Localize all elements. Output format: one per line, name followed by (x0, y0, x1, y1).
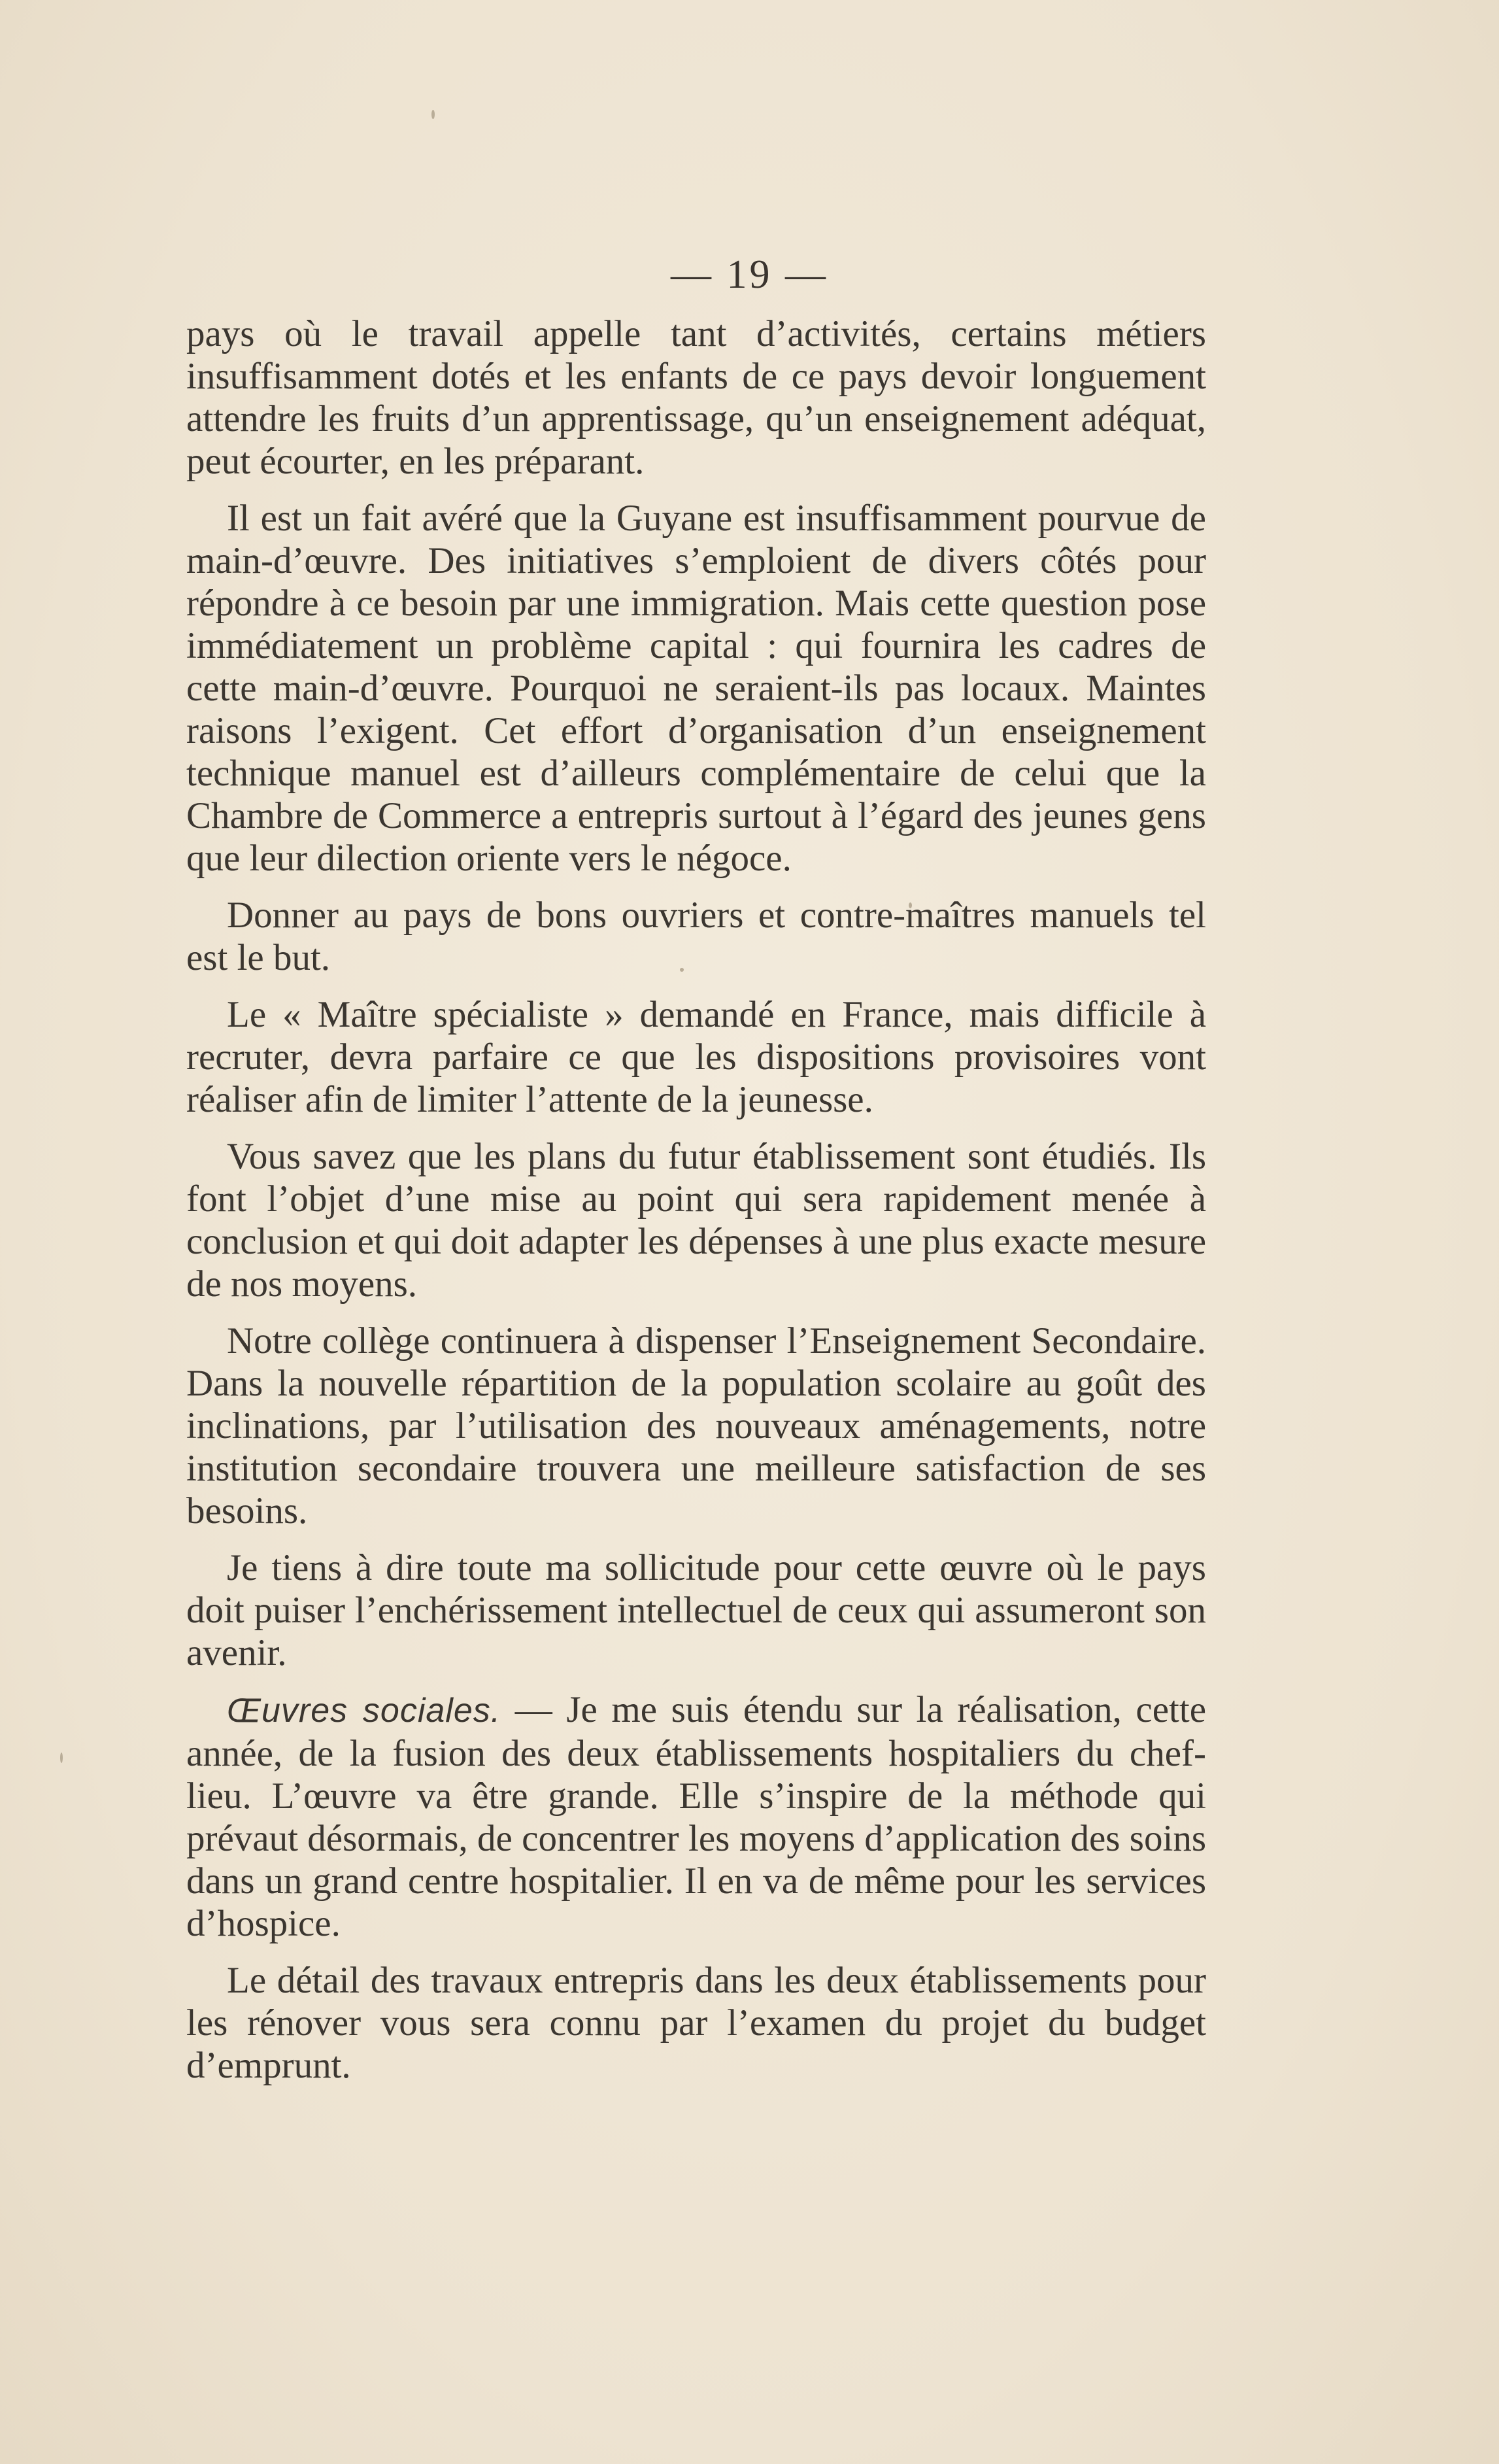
paragraph-plans: Vous savez que les plans du futur établissement sont étudiés. Ils font l’objet d’une mise au point qui sera rapidement menée à conclusion et qui doit adapter les dépenses à une plus exacte mesure de nos moyens. (186, 1136, 1206, 1305)
paper-speck (431, 110, 435, 119)
paragraph-sollicitude: Je tiens à dire toute ma sollicitude pour cette œuvre où le pays doit puiser l’enchérissement intellectuel de ceux qui assumeront son avenir. (186, 1547, 1206, 1673)
paragraph-travaux: Le détail des travaux entrepris dans les deux établissements pour les rénover vous sera connu par l’examen du projet du budget d’emprunt. (186, 1960, 1206, 2086)
paragraph-goal: Donner au pays de bons ouvriers et contre-maîtres manuels tel est le but. (186, 895, 1206, 978)
page-number: — 19 — (671, 252, 828, 297)
paper-speck (60, 1753, 63, 1763)
paragraph-guyane-workforce: Il est un fait avéré que la Guyane est insuffisamment pourvue de main-d’œuvre. Des initiatives s’emploient de divers côtés pour répondre à ce besoin par une immigration. Mais cette question pose immédiatement un problème capital : qui fournira les cadres de cette main-d’œuvre. Pourquoi ne seraient-ils pas locaux. Maintes raisons l’exigent. Cet effort d’organisation d’un enseignement technique manuel est d’ailleurs complémentaire de celui que la Chambre de Commerce a entrepris surtout à l’égard des jeunes gens que leur dilection oriente vers le négoce. (186, 498, 1206, 879)
paragraph-oeuvres-sociales (186, 1688, 1206, 1945)
paragraph-college: Notre collège continuera à dispenser l’Enseignement Secondaire. Dans la nouvelle répartition de la population scolaire au goût des inclinations, par l’utilisation des nouveaux aménagements, notre institution secondaire trouvera une meilleure satisfaction de ses besoins. (186, 1320, 1206, 1531)
section-heading: Œuvres sociales. (227, 1692, 501, 1730)
paragraph-maitre-specialiste: Le « Maître spécialiste » demandé en France, mais difficile à recruter, devra parfaire ce que les dispositions provisoires vont réaliser afin de limiter l’attente de la jeunesse. (186, 994, 1206, 1120)
body-text (186, 313, 1206, 2101)
paragraph-continuation: pays où le travail appelle tant d’activités, certains métiers insuffisamment dotés et les enfants de ce pays devoir longuement attendre les fruits d’un apprentissage, qu’un enseignement adéquat, peut écourter, en les préparant. (186, 313, 1206, 482)
paragraph-oeuvres-sociales-text: — Je me suis étendu sur la réalisation, cette année, de la fusion des deux établissements hospitaliers du chef-lieu. L’œuvre va être grande. Elle s’inspire de la méthode qui prévaut désormais, de concentrer les moyens d’application des soins dans un grand centre hospitalier. Il en va de même pour les services d’hospice. (186, 1689, 1207, 1944)
